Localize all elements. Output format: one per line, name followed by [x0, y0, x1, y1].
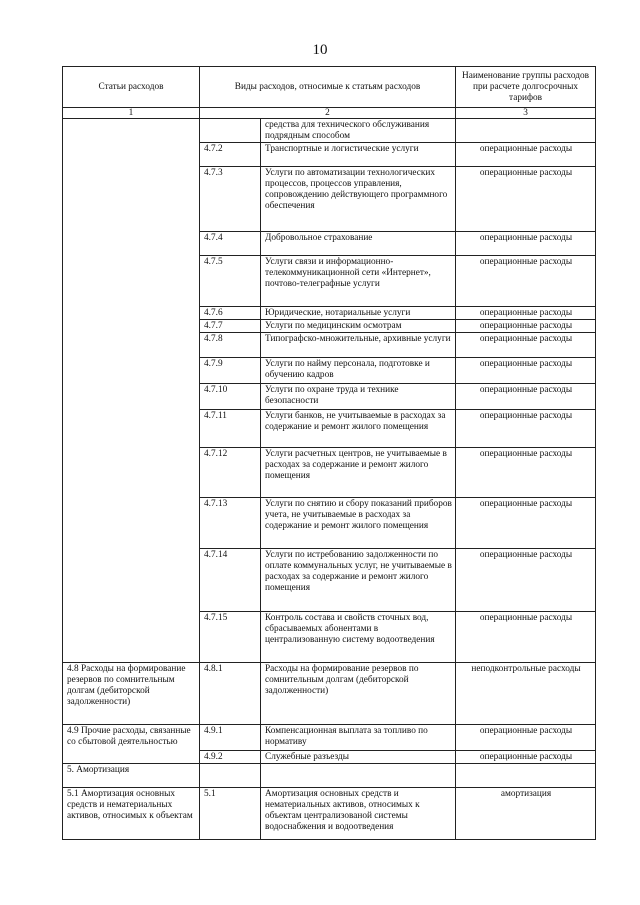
desc-cell: Услуги по медицинским осмотрам	[261, 320, 456, 333]
column-number: 2	[200, 108, 456, 119]
group-cell: операционные расходы	[456, 751, 596, 764]
desc-cell: Услуги банков, не учитываемые в расходах за содержание и ремонт жилого помещения	[261, 410, 456, 448]
code-cell: 5.1	[200, 788, 261, 840]
desc-cell: Услуги по охране труда и технике безопасности	[261, 384, 456, 410]
code-cell: 4.7.14	[200, 549, 261, 612]
code-cell: 4.7.8	[200, 333, 261, 358]
desc-cell: Услуги по снятию и сбору показаний приборов учета, не учитываемые в расходах за содержание и ремонт жилого помещения	[261, 498, 456, 549]
desc-cell: Служебные разъезды	[261, 751, 456, 764]
group-cell: операционные расходы	[456, 725, 596, 751]
code-cell	[200, 119, 261, 143]
desc-cell	[261, 764, 456, 788]
group-cell: операционные расходы	[456, 384, 596, 410]
group-cell: операционные расходы	[456, 358, 596, 384]
code-cell: 4.7.7	[200, 320, 261, 333]
group-cell: операционные расходы	[456, 333, 596, 358]
code-cell: 4.7.5	[200, 256, 261, 307]
table-row	[63, 764, 596, 788]
desc-cell: Амортизация основных средств и нематериальных активов, относимых к объектам централизованой системы водоснабжения и водоотведения	[261, 788, 456, 840]
table-row	[63, 119, 596, 143]
group-cell: операционные расходы	[456, 232, 596, 256]
desc-cell: Услуги расчетных центров, не учитываемые в расходах за содержание и ремонт жилого помещения	[261, 448, 456, 498]
desc-cell: Транспортные и логистические услуги	[261, 143, 456, 167]
code-cell: 4.7.3	[200, 167, 261, 232]
code-cell: 4.7.6	[200, 307, 261, 320]
group-cell: операционные расходы	[456, 143, 596, 167]
code-cell: 4.8.1	[200, 663, 261, 725]
code-cell	[200, 764, 261, 788]
desc-cell: Юридические, нотариальные услуги	[261, 307, 456, 320]
group-cell: операционные расходы	[456, 167, 596, 232]
table-row	[63, 725, 596, 751]
header-group-name: Наименование группы расходов при расчете долгосрочных тарифов	[456, 67, 596, 108]
article-cell	[63, 119, 200, 663]
code-cell: 4.7.12	[200, 448, 261, 498]
article-cell: 5.1 Амортизация основных средств и нематериальных активов, относимых к объектам	[63, 788, 200, 840]
group-cell	[456, 764, 596, 788]
code-cell: 4.7.4	[200, 232, 261, 256]
page-number: 10	[312, 42, 328, 58]
desc-cell: Расходы на формирование резервов по сомнительным долгам (дебиторской задолженности)	[261, 663, 456, 725]
code-cell: 4.9.1	[200, 725, 261, 751]
desc-cell: Услуги по найму персонала, подготовке и обучению кадров	[261, 358, 456, 384]
header-articles: Статьи расходов	[63, 67, 200, 108]
desc-cell: Услуги связи и информационно-телекоммуникационной сети «Интернет», почтово-телеграфные услуги	[261, 256, 456, 307]
desc-cell: средства для технического обслуживания подрядным способом	[261, 119, 456, 143]
group-cell: операционные расходы	[456, 256, 596, 307]
column-number-row	[63, 108, 596, 119]
desc-cell: Услуги по истребованию задолженности по оплате коммунальных услуг, не учитываемые в расходах за содержание и ремонт жилого помещения	[261, 549, 456, 612]
group-cell: операционные расходы	[456, 498, 596, 549]
code-cell: 4.7.15	[200, 612, 261, 663]
article-cell: 5. Амортизация	[63, 764, 200, 788]
column-number: 1	[63, 108, 200, 119]
table-row	[63, 663, 596, 725]
table-row	[63, 788, 596, 840]
column-number: 3	[456, 108, 596, 119]
group-cell: неподконтрольные расходы	[456, 663, 596, 725]
group-cell: амортизация	[456, 788, 596, 840]
code-cell: 4.7.2	[200, 143, 261, 167]
article-cell: 4.9 Прочие расходы, связанные со сбытовой деятельностью	[63, 725, 200, 764]
group-cell: операционные расходы	[456, 307, 596, 320]
code-cell: 4.7.13	[200, 498, 261, 549]
expense-table	[62, 66, 596, 840]
group-cell: операционные расходы	[456, 320, 596, 333]
group-cell: операционные расходы	[456, 448, 596, 498]
desc-cell: Компенсационная выплата за топливо по нормативу	[261, 725, 456, 751]
group-cell	[456, 119, 596, 143]
code-cell: 4.7.11	[200, 410, 261, 448]
desc-cell: Типографско-множительные, архивные услуги	[261, 333, 456, 358]
article-cell: 4.8 Расходы на формирование резервов по сомнительным долгам (дебиторской задолженности)	[63, 663, 200, 725]
desc-cell: Услуги по автоматизации технологических процессов, процессов управления, сопровождению действующего программного обеспечения	[261, 167, 456, 232]
desc-cell: Добровольное страхование	[261, 232, 456, 256]
code-cell: 4.7.9	[200, 358, 261, 384]
code-cell: 4.7.10	[200, 384, 261, 410]
code-cell: 4.9.2	[200, 751, 261, 764]
group-cell: операционные расходы	[456, 410, 596, 448]
group-cell: операционные расходы	[456, 549, 596, 612]
header-row	[63, 67, 596, 108]
desc-cell: Контроль состава и свойств сточных вод, сбрасываемых абонентами в централизованную систему водоотведения	[261, 612, 456, 663]
group-cell: операционные расходы	[456, 612, 596, 663]
header-expense-types: Виды расходов, относимые к статьям расходов	[200, 67, 456, 108]
